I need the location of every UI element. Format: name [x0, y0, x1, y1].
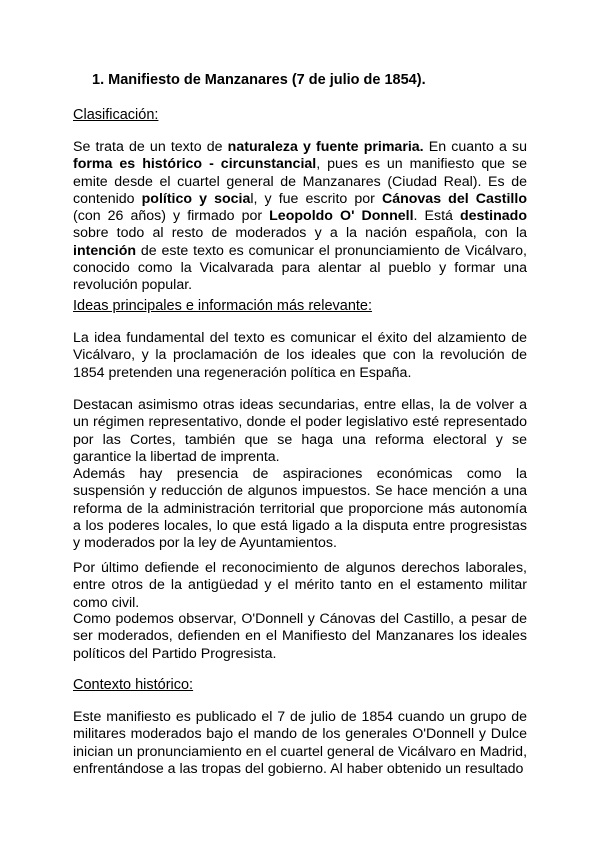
paragraph-clasificacion: [73, 139, 527, 295]
text-run: de este texto es comunicar el pronunciamiento de Vicálvaro, conocido como la Vicalvarada para alentar al pueblo y formar una revolución popular.: [73, 242, 527, 294]
document-title: 1. Manifiesto de Manzanares (7 de julio de 1854).: [92, 72, 426, 88]
bold-run: Leopoldo O' Donnell: [269, 208, 414, 225]
bold-run: destinado: [459, 208, 527, 225]
text-run: En cuanto a su: [423, 139, 527, 155]
bold-run: forma es histórico - circunstancial: [73, 156, 317, 173]
text-run: (con 26 años) y firmado por: [73, 208, 270, 225]
bold-run: político y socia: [141, 190, 251, 207]
text-run: sobre todo al resto de moderados y a la nación española, con la: [73, 225, 527, 242]
heading-ideas: Ideas principales e información más relevante:: [73, 298, 373, 314]
heading-contexto: Contexto histórico:: [73, 677, 194, 693]
bold-run: naturaleza y fuente primaria.: [227, 139, 424, 155]
bold-run: intención: [73, 242, 137, 259]
text-run: . Está: [413, 208, 460, 225]
paragraph-ideas-4: Por último defiende el reconocimiento de algunos derechos laborales, entre otros de la antigüedad y el mérito tanto en el estamento militar como civil.: [73, 560, 527, 611]
paragraph-ideas-3: Además hay presencia de aspiraciones económicas como la suspensión y reducción de algunos impuestos. Se hace mención a una reforma de la administración territorial que proporcione más autonomía a los poderes locales, lo que está ligado a la disputa entre progresistas y moderados por la ley de Ayuntamientos.: [73, 466, 527, 552]
paragraph-contexto-1: Este manifiesto es publicado el 7 de julio de 1854 cuando un grupo de militares moderados bajo el mando de los generales O'Donnell y Dulce inician un pronunciamiento en el cuartel general de Vicálvaro en Madrid, enfrentándose a las tropas del gobierno. Al haber obtenido un resultado: [73, 709, 528, 777]
paragraph-ideas-1: La idea fundamental del texto es comunicar el éxito del alzamiento de Vicálvaro, y la proclamación de los ideales que con la revolución de 1854 pretenden una regeneración política en España.: [73, 330, 527, 381]
heading-clasificacion: Clasificación:: [73, 107, 159, 123]
text-run: l, y fue escrito por: [250, 190, 382, 207]
text-run: , pues es un manifiesto que se emite desde el cuartel general de Manzanares (Ciudad Real). Es de contenido: [73, 156, 527, 207]
paragraph-ideas-2: Destacan asimismo otras ideas secundarias, entre ellas, la de volver a un régimen representativo, donde el poder legislativo esté representado por las Cortes, también que se haga una reforma electoral y se garantice la libertad de imprenta.: [73, 397, 527, 465]
bold-run: Cánovas del Castillo: [381, 190, 527, 207]
paragraph-ideas-5: Como podemos observar, O'Donnell y Cánovas del Castillo, a pesar de ser moderados, defienden en el Manifiesto del Manzanares los ideales políticos del Partido Progresista.: [73, 611, 527, 662]
text-run: Se trata de un texto de: [73, 139, 228, 155]
